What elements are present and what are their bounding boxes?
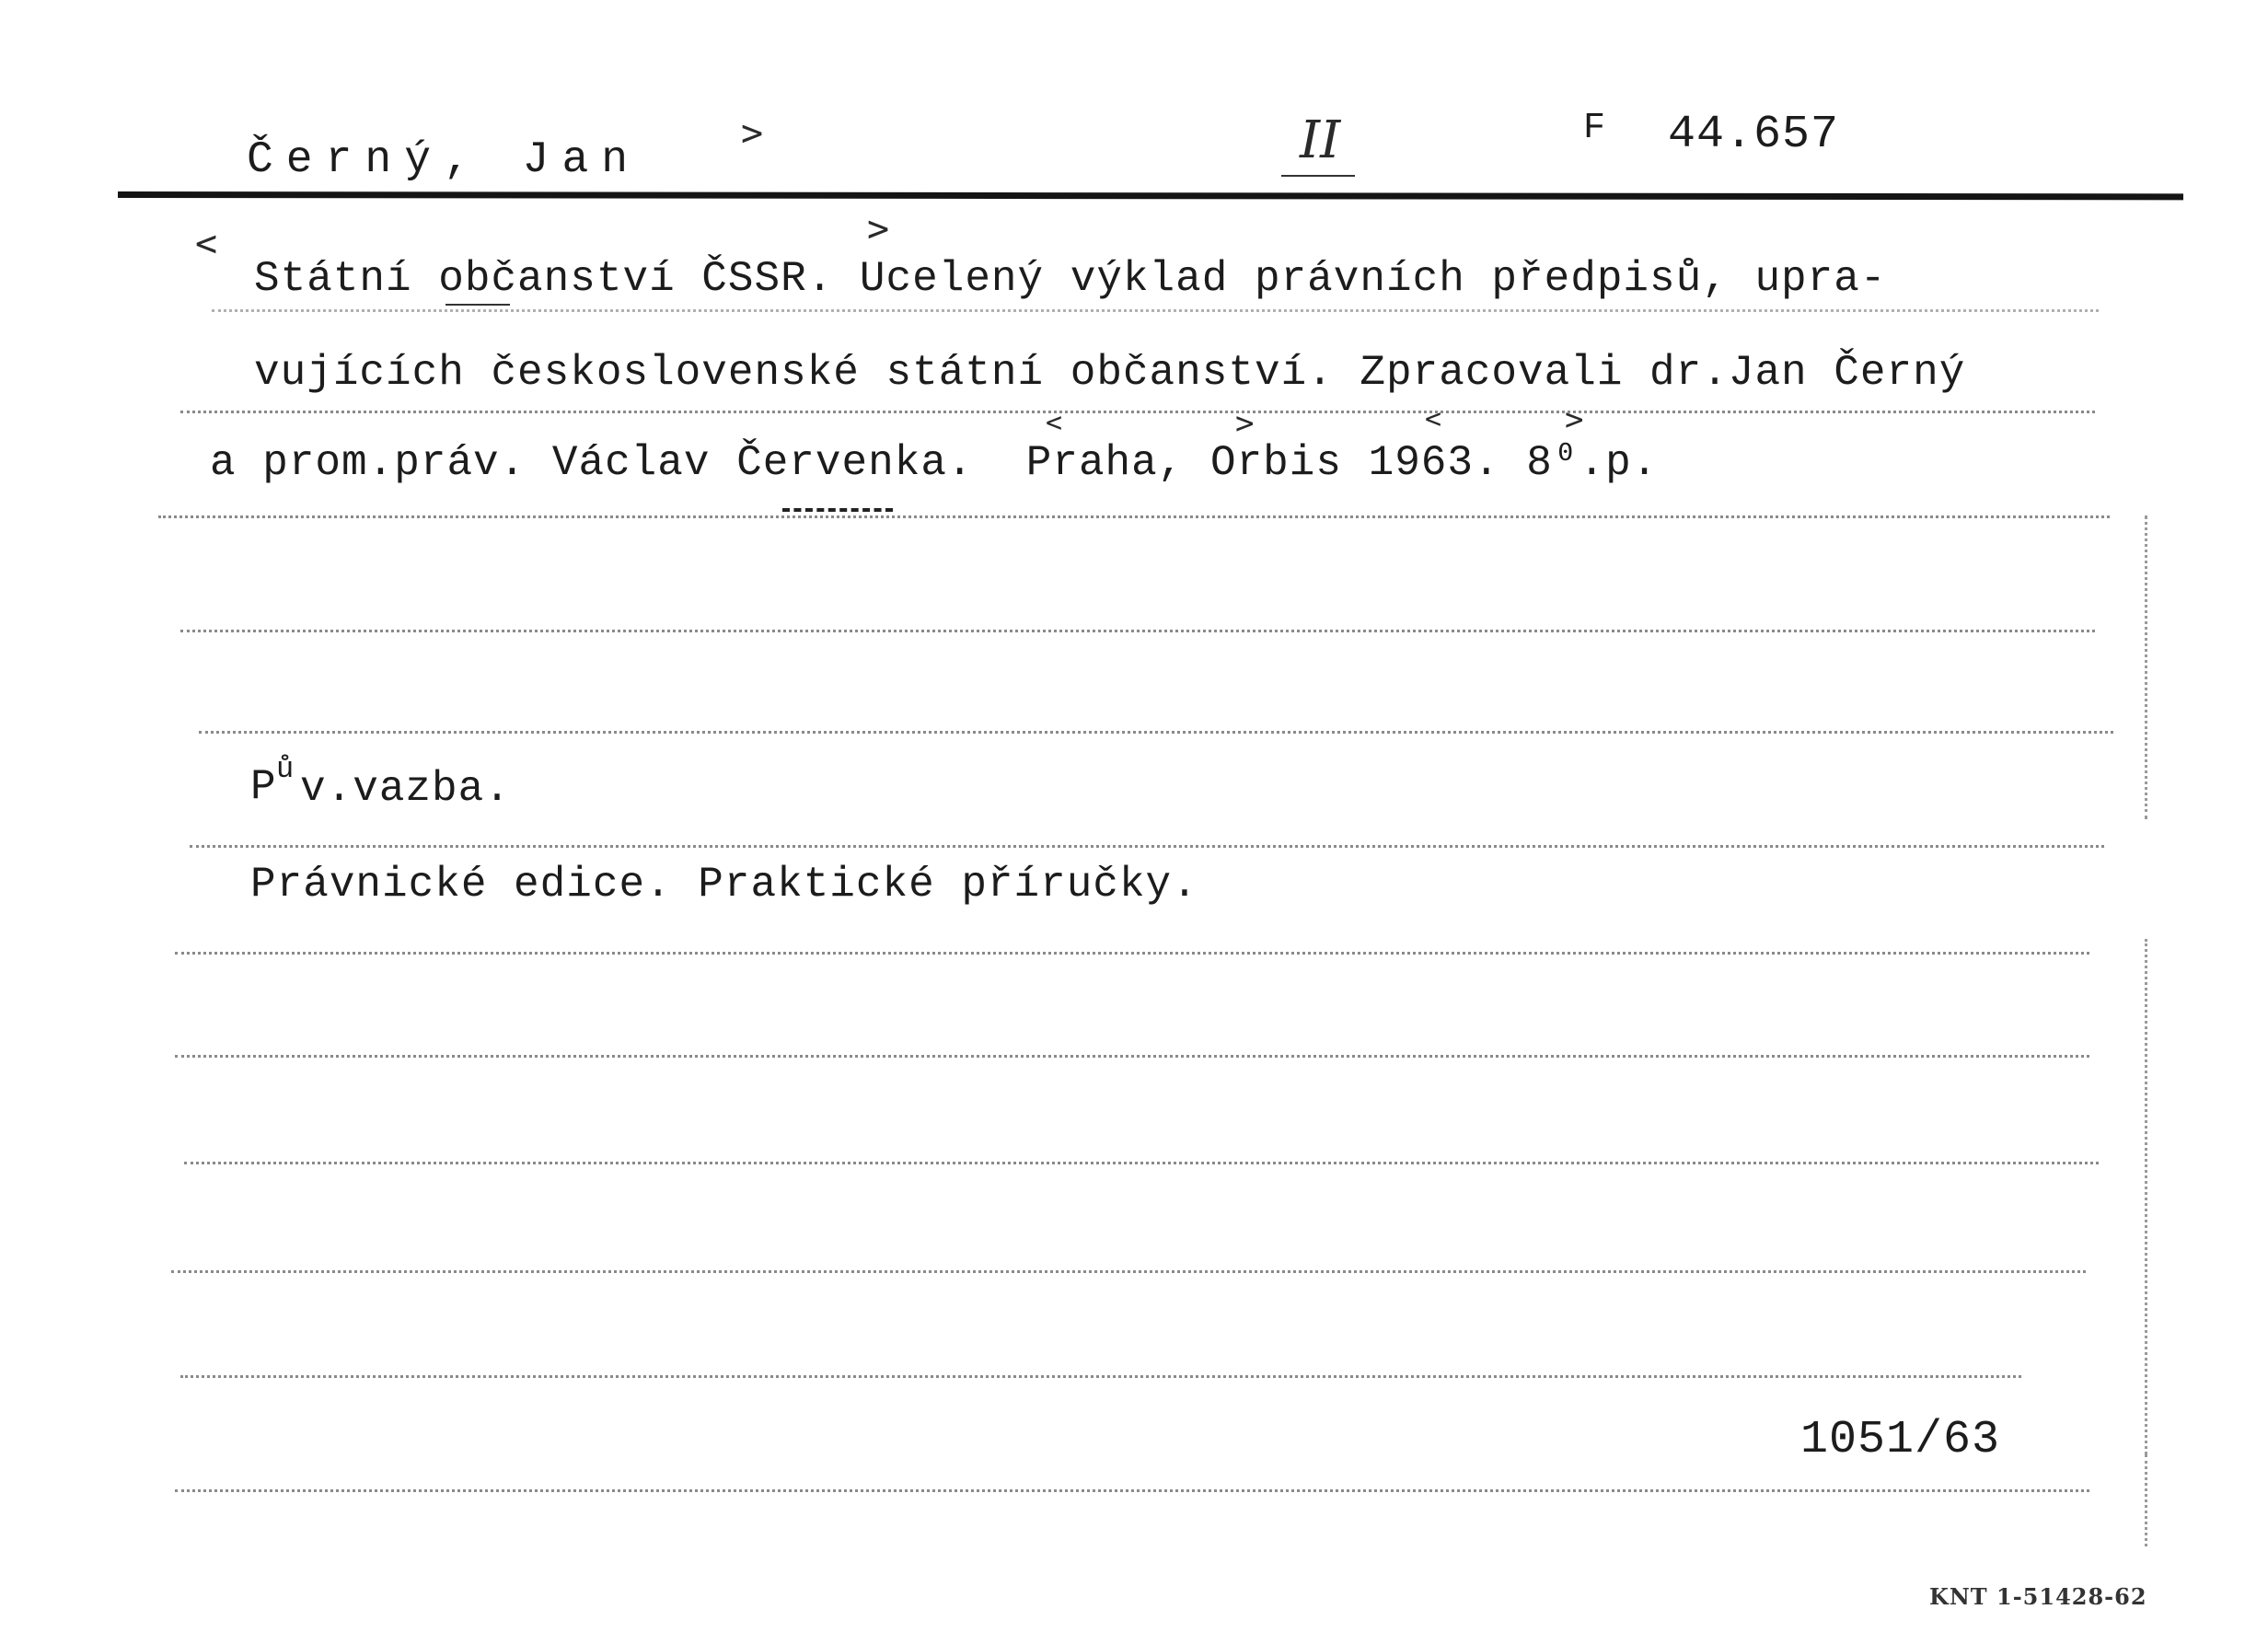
ruled-line [180,1375,2021,1378]
ruled-line [158,515,2110,518]
ruled-line [212,309,2099,312]
accession-number: 1051/63 [1800,1414,2001,1466]
bracket-open-mark-icon: < [195,223,218,265]
ruled-line [171,1270,2086,1273]
bracket-mark-icon: > [741,112,764,155]
title-line-2: vujících československé státní občanství. Zpracovali dr.Jan Černý [254,349,1966,397]
heading-rule [118,191,2183,200]
bracket-close-mark-icon: > [867,208,890,250]
ruled-line [175,1489,2089,1492]
ruled-line [184,1162,2099,1164]
right-margin-edge [2145,515,2147,819]
shelf-number: 44.657 [1668,109,1840,161]
author-heading: Černý, Jan [247,135,642,185]
right-margin-edge [2145,939,2147,1454]
roman-numeral-mark: II [1300,110,1341,170]
place-close-mark-icon: > [1235,405,1255,442]
printer-code: KNT 1-51428-62 [1929,1583,2147,1610]
ruled-line [175,1055,2089,1058]
right-margin-edge [2145,1454,2147,1546]
title-underline-mark [446,304,510,306]
year-close-mark-icon: > [1565,401,1584,438]
ruled-line [190,845,2104,848]
binding-superscript: ů [276,752,295,786]
binding-prefix: P [250,763,277,811]
binding-note: v.vazba. [300,765,511,813]
place-open-mark-icon: < [1046,407,1063,439]
ruled-line [180,411,2095,413]
title-line-1: Státní občanství ČSSR. Ucelený výklad právních předpisů, upra- [254,255,1887,303]
shelf-prefix: F [1583,108,1607,149]
ruled-line [180,630,2095,632]
surname-underline-mark [782,508,893,512]
series-statement: Právnické edice. Praktické příručky. [250,861,1198,909]
roman-numeral-underline [1281,175,1355,177]
ruled-line [199,731,2113,734]
title-line-3: a prom.práv. Václav Červenka. Praha, Orbis 1963. 8⁰.p. [210,439,1659,487]
ruled-line [175,952,2089,955]
year-open-mark-icon: < [1425,403,1442,435]
